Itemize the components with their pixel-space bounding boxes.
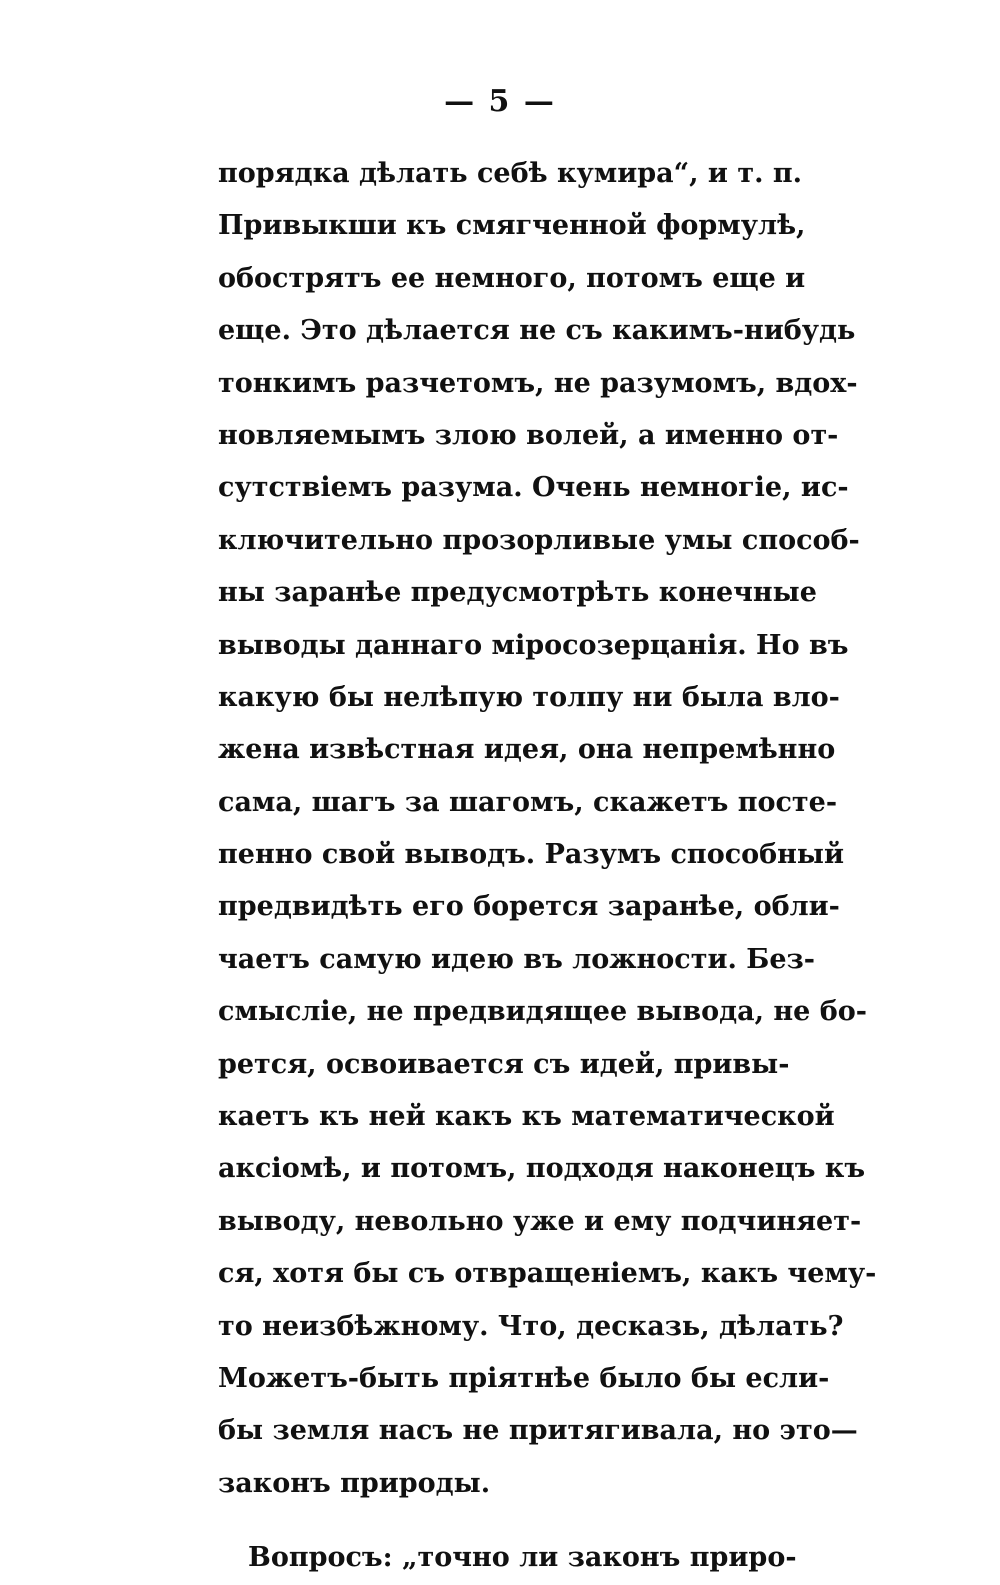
text-line: то неизбѣжному. Что, десказь, дѣлать?	[218, 1310, 844, 1342]
text-line: аксіомѣ, и потомъ, подходя наконецъ къ	[218, 1153, 866, 1185]
text-line: порядка дѣлать себѣ кумира“, и т. п.	[218, 158, 803, 189]
paragraph	[218, 148, 877, 1510]
paragraph-gap	[218, 1510, 778, 1532]
text-line: пенно свой выводъ. Разумъ способный	[218, 839, 845, 871]
text-line: рется, освоивается съ идей, привы-	[218, 1048, 790, 1080]
text-line: чаетъ самую идею въ ложности. Без-	[218, 943, 815, 975]
text-line: еще. Это дѣлается не съ какимъ-нибудь	[218, 315, 856, 347]
text-line: обострятъ ее немного, потомъ еще и	[218, 262, 806, 294]
text-line: ся, хотя бы съ отвращеніемъ, какъ чему-	[218, 1258, 877, 1290]
text-line: каетъ къ ней какъ къ математической	[218, 1101, 835, 1133]
text-line: Привыкши къ смягченной формулѣ,	[218, 210, 806, 242]
text-line: Вопросъ: „точно ли законъ приро-	[248, 1542, 797, 1574]
text-line: ны заранѣе предусмотрѣть конечные	[218, 577, 817, 609]
body-text	[218, 148, 877, 1585]
text-line: бы земля насъ не притягивала, но это—	[218, 1415, 858, 1447]
text-line: законъ природы.	[218, 1467, 491, 1499]
text-line: выводы даннаго міросозерцанія. Но въ	[218, 629, 849, 661]
text-line: жена извѣстная идея, она непремѣнно	[218, 734, 836, 766]
text-line: смысліе, не предвидящее вывода, не бо-	[218, 996, 867, 1028]
text-line: сама, шагъ за шагомъ, скажетъ посте-	[218, 786, 838, 818]
text-line: сутствіемъ разума. Очень немногіе, ис-	[218, 472, 849, 504]
text-line: тонкимъ разчетомъ, не разумомъ, вдох-	[218, 367, 858, 399]
text-line: Можетъ-быть пріятнѣе было бы если-	[218, 1362, 830, 1394]
paragraph	[218, 1532, 797, 1584]
text-line: новляемымъ злою волей, а именно от-	[218, 419, 839, 451]
text-line: ключительно прозорливые умы способ-	[218, 524, 860, 556]
page-number: — 5 —	[444, 84, 556, 119]
text-line: предвидѣть его борется заранѣе, обли-	[218, 891, 840, 923]
text-line: какую бы нелѣпую толпу ни была вло-	[218, 681, 840, 713]
text-line: выводу, невольно уже и ему подчиняет-	[218, 1205, 862, 1237]
